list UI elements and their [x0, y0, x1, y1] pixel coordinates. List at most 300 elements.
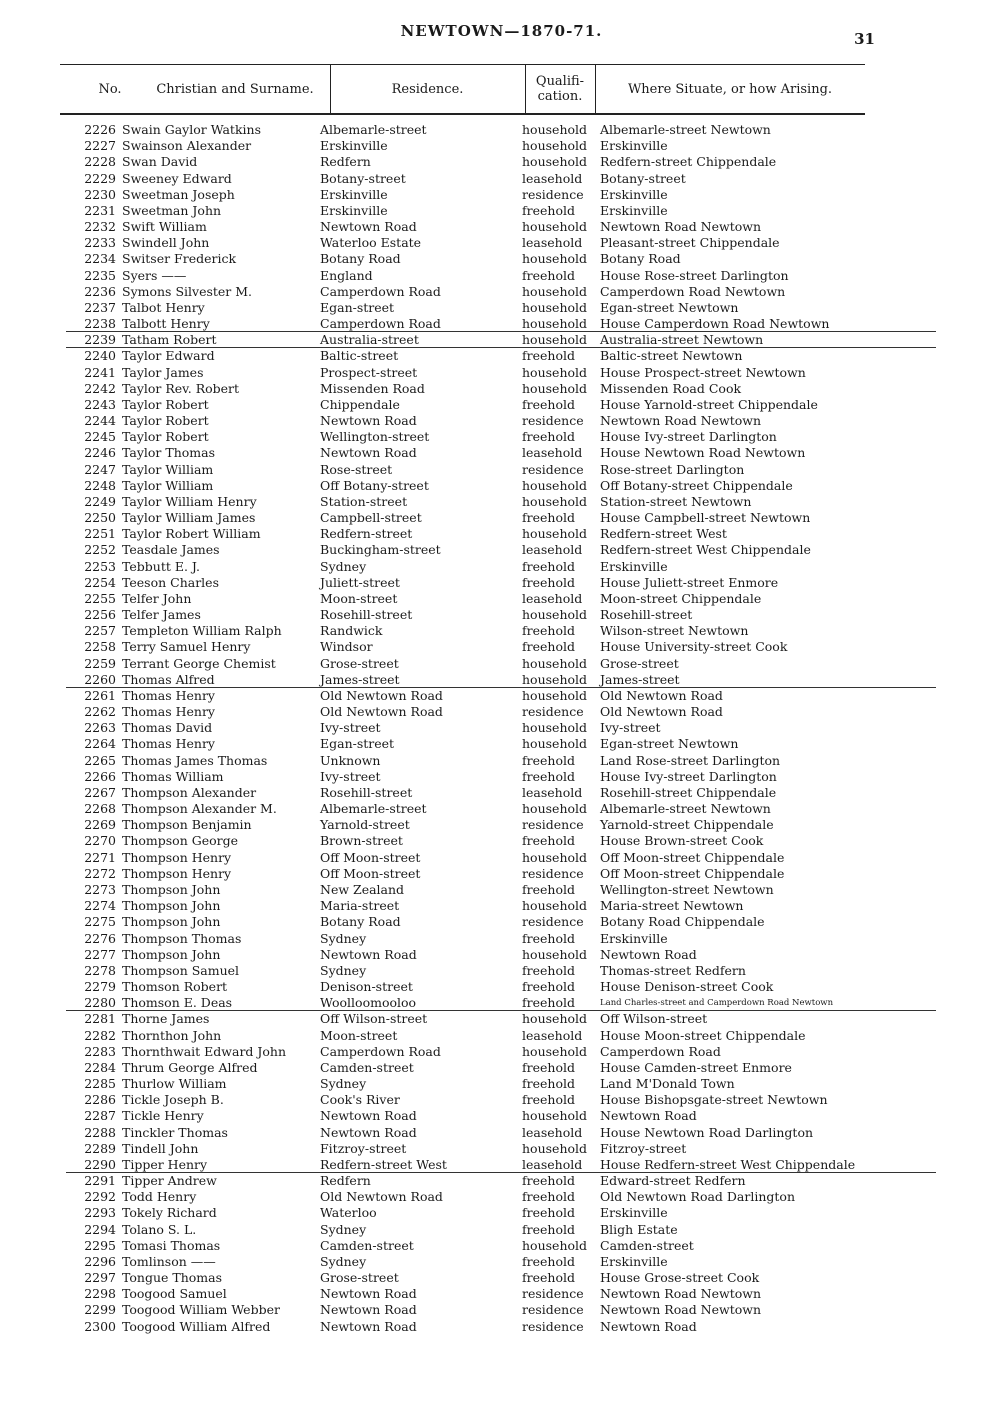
row-number: 2241	[84, 364, 116, 380]
row-number: 2244	[84, 413, 116, 429]
table-row	[0, 1092, 1003, 1108]
residence: Off Wilson-street	[320, 1011, 428, 1027]
elector-name: Thompson Benjamin	[122, 817, 252, 833]
where-situate: House Newtown Road Darlington	[600, 1124, 814, 1140]
qualification: residence	[522, 186, 584, 202]
row-number: 2281	[84, 1011, 116, 1027]
residence: Grose-street	[320, 1270, 399, 1286]
qualification: household	[522, 122, 588, 137]
where-situate: Fitzroy-street	[600, 1140, 687, 1156]
elector-name: Taylor Robert	[122, 429, 209, 445]
where-situate: House Juliett-street Enmore	[600, 574, 779, 590]
qualification: household	[522, 316, 588, 332]
elector-name: Swan David	[122, 154, 198, 170]
where-situate: Erskinville	[600, 186, 668, 202]
row-number: 2286	[84, 1092, 116, 1108]
row-number: 2226	[84, 122, 116, 137]
qualification: freehold	[522, 1059, 575, 1075]
row-number: 2257	[84, 623, 116, 639]
where-situate: Camden-street	[600, 1237, 694, 1253]
qualification: freehold	[522, 995, 575, 1011]
where-situate: House Yarnold-street Chippendale	[600, 396, 818, 412]
row-number: 2292	[84, 1189, 116, 1205]
qualification: freehold	[522, 768, 575, 784]
elector-name: Taylor James	[122, 364, 204, 380]
qualification: freehold	[522, 1221, 575, 1237]
residence: Randwick	[320, 623, 383, 639]
row-number: 2289	[84, 1140, 116, 1156]
ruled-line	[66, 1172, 936, 1173]
where-situate: Off Botany-street Chippendale	[600, 477, 793, 493]
qualification: household	[522, 1237, 588, 1253]
where-situate: Egan-street Newtown	[600, 299, 739, 315]
elector-name: Tokely Richard	[122, 1205, 217, 1221]
where-situate: Wellington-street Newtown	[600, 881, 774, 897]
qualification: household	[522, 526, 588, 542]
residence: Newtown Road	[320, 219, 417, 235]
table-row	[0, 882, 1003, 898]
qualification: freehold	[522, 881, 575, 897]
qualification: freehold	[522, 574, 575, 590]
where-situate: Wilson-street Newtown	[600, 623, 749, 639]
elector-name: Thomas Henry	[122, 687, 215, 703]
residence: Baltic-street	[320, 348, 399, 364]
row-number: 2232	[84, 219, 116, 235]
page-title: NEWTOWN—1870-71.	[400, 22, 603, 40]
row-number: 2278	[84, 962, 116, 978]
header-qualification: Qualifi- cation.	[535, 74, 585, 104]
table-row	[0, 171, 1003, 187]
where-situate: Old Newtown Road	[600, 704, 723, 720]
residence: Redfern	[320, 154, 371, 170]
table-row	[0, 397, 1003, 413]
residence: Camden-street	[320, 1237, 414, 1253]
table-row	[0, 753, 1003, 769]
residence: Sydney	[320, 930, 367, 946]
table-row	[0, 591, 1003, 607]
row-number: 2242	[84, 380, 116, 396]
qualification: residence	[522, 704, 584, 720]
table-row	[0, 1319, 1003, 1335]
where-situate: Erskinville	[600, 930, 668, 946]
header-where: Where Situate, or how Arising.	[627, 81, 833, 97]
row-number: 2250	[84, 510, 116, 526]
table-row	[0, 1011, 1003, 1027]
residence: Sydney	[320, 1253, 367, 1269]
residence: Missenden Road	[320, 380, 425, 396]
residence: Sydney	[320, 558, 367, 574]
qualification: freehold	[522, 930, 575, 946]
elector-name: Swain Gaylor Watkins	[122, 122, 261, 137]
elector-name: Todd Henry	[122, 1189, 197, 1205]
table-row	[0, 1173, 1003, 1189]
header-no: No.	[98, 81, 122, 97]
where-situate: Baltic-street Newtown	[600, 348, 743, 364]
residence: New Zealand	[320, 881, 405, 897]
elector-name: Swindell John	[122, 235, 210, 251]
qualification: household	[522, 1011, 588, 1027]
where-situate: House Prospect-street Newtown	[600, 364, 806, 380]
where-situate: Yarnold-street Chippendale	[600, 817, 774, 833]
qualification: freehold	[522, 1092, 575, 1108]
elector-name: Thomson Robert	[122, 979, 228, 994]
table-row	[0, 931, 1003, 947]
table-row	[0, 494, 1003, 510]
where-situate: Land M'Donald Town	[600, 1076, 735, 1092]
table-row	[0, 785, 1003, 801]
elector-name: Telfer John	[122, 590, 192, 606]
where-situate: House Moon-street Chippendale	[600, 1027, 806, 1043]
residence: James-street	[320, 671, 400, 687]
residence: Maria-street	[320, 898, 400, 914]
elector-name: Terrant George Chemist	[122, 655, 276, 671]
qualification: household	[522, 1043, 588, 1059]
table-row	[0, 235, 1003, 251]
where-situate: Egan-street Newtown	[600, 736, 739, 752]
qualification: household	[522, 493, 588, 509]
row-number: 2282	[84, 1027, 116, 1043]
elector-name: Thomas Henry	[122, 704, 215, 720]
elector-name: Taylor Thomas	[122, 445, 215, 461]
table-row	[0, 995, 1003, 1011]
table-row	[0, 542, 1003, 558]
residence: Off Moon-street	[320, 865, 421, 881]
table-row	[0, 251, 1003, 267]
residence: Buckingham-street	[320, 542, 441, 558]
row-number: 2246	[84, 445, 116, 461]
residence: Wellington-street	[320, 429, 430, 445]
where-situate: Redfern-street West	[600, 526, 727, 542]
table-row	[0, 203, 1003, 219]
residence: England	[320, 267, 373, 283]
row-number: 2237	[84, 299, 116, 315]
residence: Juliett-street	[320, 574, 400, 590]
where-situate: House Camperdown Road Newtown	[600, 316, 830, 332]
table-row	[0, 704, 1003, 720]
qualification: freehold	[522, 1205, 575, 1221]
table-row	[0, 1189, 1003, 1205]
row-number: 2239	[84, 332, 116, 348]
elector-name: Thompson John	[122, 914, 221, 930]
qualification: household	[522, 154, 588, 170]
where-situate: House Ivy-street Darlington	[600, 768, 777, 784]
where-situate: Maria-street Newtown	[600, 898, 744, 914]
table-row	[0, 559, 1003, 575]
row-number: 2253	[84, 558, 116, 574]
qualification: household	[522, 946, 588, 962]
elector-name: Teeson Charles	[122, 574, 219, 590]
qualification: household	[522, 687, 588, 703]
qualification: household	[522, 607, 588, 623]
table-row	[0, 979, 1003, 995]
residence: Prospect-street	[320, 364, 418, 380]
residence: Denison-street	[320, 979, 413, 994]
ruled-line	[66, 687, 936, 688]
elector-name: Taylor Robert William	[122, 526, 261, 542]
row-number: 2293	[84, 1205, 116, 1221]
elector-name: Talbot Henry	[122, 299, 205, 315]
where-situate: Erskinville	[600, 1253, 668, 1269]
row-number: 2276	[84, 930, 116, 946]
qualification: residence	[522, 461, 584, 477]
elector-name: Taylor William	[122, 461, 214, 477]
residence: Sydney	[320, 962, 367, 978]
qualification: household	[522, 671, 588, 687]
elector-name: Tongue Thomas	[122, 1270, 222, 1286]
table-row	[0, 1044, 1003, 1060]
where-situate: Rosehill-street	[600, 607, 693, 623]
residence: Moon-street	[320, 590, 398, 606]
qualification: freehold	[522, 1076, 575, 1092]
qualification: household	[522, 720, 588, 736]
qualification: freehold	[522, 558, 575, 574]
table-row	[0, 526, 1003, 542]
elector-name: Tolano S. L.	[122, 1221, 197, 1237]
residence: Grose-street	[320, 655, 399, 671]
residence: Botany-street	[320, 170, 406, 186]
residence: Erskinville	[320, 138, 388, 154]
where-situate: Erskinville	[600, 558, 668, 574]
where-situate: Albemarle-street Newtown	[600, 122, 771, 137]
residence: Fitzroy-street	[320, 1140, 407, 1156]
elector-name: Thompson Alexander M.	[122, 801, 277, 817]
where-situate: House Camden-street Enmore	[600, 1059, 792, 1075]
elector-name: Taylor Rev. Robert	[122, 380, 240, 396]
table-row	[0, 575, 1003, 591]
table-row	[0, 1141, 1003, 1157]
where-situate: Redfern-street West Chippendale	[600, 542, 811, 558]
residence: Newtown Road	[320, 1318, 417, 1334]
where-situate: Off Wilson-street	[600, 1011, 708, 1027]
residence: Off Botany-street	[320, 477, 429, 493]
elector-name: Tipper Henry	[122, 1156, 208, 1172]
row-number: 2297	[84, 1270, 116, 1286]
qualification: freehold	[522, 1189, 575, 1205]
qualification: household	[522, 477, 588, 493]
qualification: household	[522, 299, 588, 315]
where-situate: Australia-street Newtown	[600, 332, 764, 348]
table-row	[0, 672, 1003, 688]
where-situate: House University-street Cook	[600, 639, 788, 655]
row-number: 2234	[84, 251, 116, 267]
elector-name: Telfer James	[122, 607, 201, 623]
qualification: leasehold	[522, 590, 583, 606]
where-situate: Old Newtown Road	[600, 687, 723, 703]
where-situate: Botany Road	[600, 251, 681, 267]
table-row	[0, 300, 1003, 316]
table-row	[0, 817, 1003, 833]
row-number: 2269	[84, 817, 116, 833]
elector-name: Sweetman John	[122, 202, 222, 218]
qualification: leasehold	[522, 235, 583, 251]
row-number: 2275	[84, 914, 116, 930]
elector-name: Taylor William Henry	[122, 493, 257, 509]
where-situate: Newtown Road Newtown	[600, 413, 762, 429]
residence: Egan-street	[320, 736, 395, 752]
table-row	[0, 688, 1003, 704]
elector-name: Tindell John	[122, 1140, 199, 1156]
table-row	[0, 1125, 1003, 1141]
table-row	[0, 348, 1003, 364]
where-situate: Botany-street	[600, 170, 686, 186]
residence: Erskinville	[320, 202, 388, 218]
header-residence: Residence.	[391, 81, 464, 97]
qualification: freehold	[522, 962, 575, 978]
elector-name: Teasdale James	[122, 542, 220, 558]
where-situate: House Denison-street Cook	[600, 979, 774, 994]
where-situate: Rose-street Darlington	[600, 461, 745, 477]
row-number: 2279	[84, 979, 116, 994]
row-number: 2290	[84, 1156, 116, 1172]
table-row	[0, 656, 1003, 672]
residence: Camperdown Road	[320, 316, 441, 332]
residence: Camperdown Road	[320, 283, 441, 299]
elector-name: Swainson Alexander	[122, 138, 252, 154]
elector-name: Sweeney Edward	[122, 170, 232, 186]
elector-name: Thompson John	[122, 898, 221, 914]
row-number: 2230	[84, 186, 116, 202]
elector-name: Symons Silvester M.	[122, 283, 253, 299]
table-row	[0, 122, 1003, 138]
table-row	[0, 1060, 1003, 1076]
residence: Old Newtown Road	[320, 704, 443, 720]
row-number: 2273	[84, 881, 116, 897]
elector-name: Thrum George Alfred	[122, 1059, 258, 1075]
qualification: freehold	[522, 752, 575, 768]
where-situate: Station-street Newtown	[600, 493, 752, 509]
qualification: freehold	[522, 639, 575, 655]
table-row	[0, 623, 1003, 639]
residence: Botany Road	[320, 914, 401, 930]
residence: Erskinville	[320, 186, 388, 202]
residence: Rose-street	[320, 461, 393, 477]
ruled-line	[66, 331, 936, 332]
qualification: household	[522, 251, 588, 267]
elector-name: Thomas David	[122, 720, 213, 736]
qualification: household	[522, 380, 588, 396]
residence: Newtown Road	[320, 946, 417, 962]
residence: Windsor	[320, 639, 373, 655]
qualification: leasehold	[522, 542, 583, 558]
where-situate: Land Rose-street Darlington	[600, 752, 781, 768]
table-row	[0, 1076, 1003, 1092]
where-situate: Newtown Road	[600, 1318, 697, 1334]
row-number: 2272	[84, 865, 116, 881]
where-situate: Rosehill-street Chippendale	[600, 784, 777, 800]
where-situate: Pleasant-street Chippendale	[600, 235, 780, 251]
page-number: 31	[854, 30, 875, 48]
where-situate: Newtown Road Newtown	[600, 1302, 762, 1318]
table-row	[0, 801, 1003, 817]
where-situate: Ivy-street	[600, 720, 661, 736]
qualification: leasehold	[522, 1027, 583, 1043]
residence: Australia-street	[320, 332, 419, 348]
row-number: 2235	[84, 267, 116, 283]
where-situate: Land Charles-street and Camperdown Road Newtown	[600, 998, 834, 1009]
elector-name: Switser Frederick	[122, 251, 237, 267]
row-number: 2256	[84, 607, 116, 623]
table-row	[0, 1108, 1003, 1124]
residence: Newtown Road	[320, 1286, 417, 1302]
elector-name: Toogood Samuel	[122, 1286, 227, 1302]
elector-name: Swift William	[122, 219, 207, 235]
row-number: 2268	[84, 801, 116, 817]
where-situate: Albemarle-street Newtown	[600, 801, 771, 817]
row-number: 2267	[84, 784, 116, 800]
where-situate: Off Moon-street Chippendale	[600, 849, 785, 865]
where-situate: Edward-street Redfern	[600, 1173, 746, 1189]
residence: Newtown Road	[320, 1108, 417, 1124]
table-row	[0, 833, 1003, 849]
qualification: leasehold	[522, 1124, 583, 1140]
row-number: 2236	[84, 283, 116, 299]
table-row	[0, 914, 1003, 930]
elector-name: Thomson E. Deas	[122, 995, 233, 1011]
row-number: 2248	[84, 477, 116, 493]
where-situate: Erskinville	[600, 1205, 668, 1221]
table-row	[0, 138, 1003, 154]
row-number: 2243	[84, 396, 116, 412]
table-row	[0, 510, 1003, 526]
qualification: household	[522, 1108, 588, 1124]
row-number: 2277	[84, 946, 116, 962]
elector-name: Sweetman Joseph	[122, 186, 235, 202]
qualification: household	[522, 736, 588, 752]
qualification: leasehold	[522, 170, 583, 186]
table-row	[0, 769, 1003, 785]
elector-name: Thompson John	[122, 946, 221, 962]
table-row	[0, 963, 1003, 979]
row-number: 2294	[84, 1221, 116, 1237]
table-row	[0, 720, 1003, 736]
row-number: 2288	[84, 1124, 116, 1140]
table-row	[0, 898, 1003, 914]
row-number: 2285	[84, 1076, 116, 1092]
elector-name: Terry Samuel Henry	[122, 639, 251, 655]
row-number: 2287	[84, 1108, 116, 1124]
row-number: 2299	[84, 1302, 116, 1318]
elector-name: Taylor William	[122, 477, 214, 493]
elector-name: Thompson John	[122, 881, 221, 897]
residence: Woolloomooloo	[320, 995, 417, 1011]
residence: Sydney	[320, 1076, 367, 1092]
qualification: household	[522, 801, 588, 817]
qualification: household	[522, 655, 588, 671]
row-number: 2227	[84, 138, 116, 154]
row-number: 2265	[84, 752, 116, 768]
residence: Camperdown Road	[320, 1043, 441, 1059]
qualification: residence	[522, 1286, 584, 1302]
ruled-line	[66, 347, 936, 348]
residence: Camden-street	[320, 1059, 414, 1075]
where-situate: Off Moon-street Chippendale	[600, 865, 785, 881]
where-situate: Erskinville	[600, 202, 668, 218]
elector-name: Tomasi Thomas	[122, 1237, 221, 1253]
where-situate: James-street	[600, 671, 680, 687]
row-number: 2254	[84, 574, 116, 590]
elector-name: Thompson Thomas	[122, 930, 242, 946]
row-number: 2252	[84, 542, 116, 558]
qualification: freehold	[522, 833, 575, 849]
where-situate: Old Newtown Road Darlington	[600, 1189, 795, 1205]
table-row	[0, 429, 1003, 445]
residence: Campbell-street	[320, 510, 422, 526]
table-row	[0, 413, 1003, 429]
qualification: leasehold	[522, 445, 583, 461]
elector-name: Thomas James Thomas	[122, 752, 268, 768]
where-situate: Missenden Road Cook	[600, 380, 742, 396]
where-situate: Newtown Road Newtown	[600, 1286, 762, 1302]
